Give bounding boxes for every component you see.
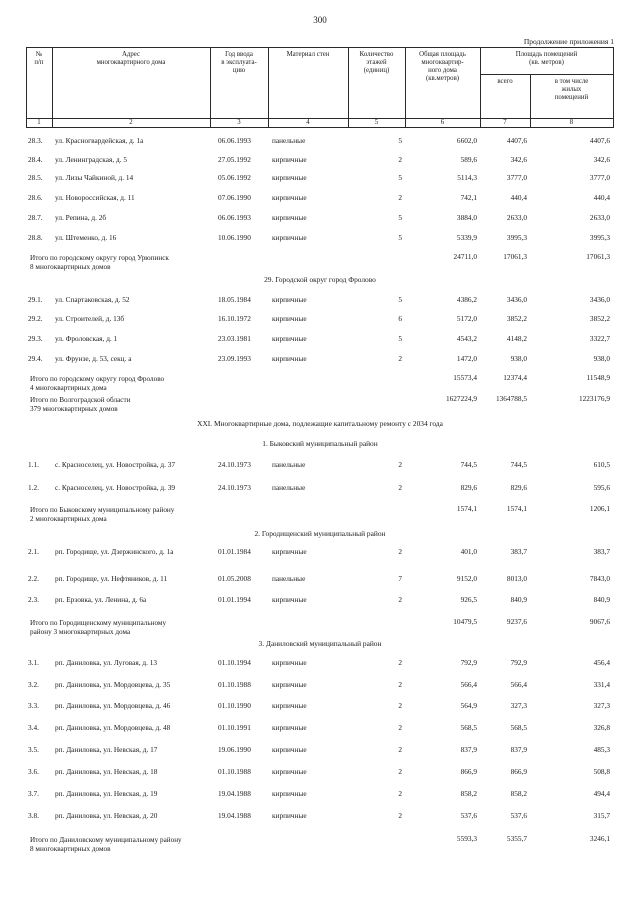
cell-year: 06.06.1993: [218, 213, 251, 222]
cell-material: кирпичные: [272, 658, 307, 667]
cell-no: 3.5.: [28, 745, 39, 754]
cell-no: 28.7.: [28, 213, 43, 222]
cell-all: 8013,0: [506, 574, 527, 583]
cell-living: 610,5: [593, 460, 610, 469]
cell-living: 440,4: [593, 193, 610, 202]
cell-year: 24.10.1973: [218, 483, 251, 492]
cell-all: 858,2: [510, 789, 527, 798]
cell-address: рп. Даниловка, ул. Невская, д. 20: [55, 811, 158, 820]
cell-year: 05.06.1992: [218, 173, 251, 182]
cell-material: кирпичные: [272, 767, 307, 776]
cell-year: 19.04.1988: [218, 789, 251, 798]
cell-year: 10.06.1990: [218, 233, 251, 242]
cell-no: 2.1.: [28, 547, 39, 556]
cell-address: рп. Даниловка, ул. Невская, д. 18: [55, 767, 158, 776]
total-living: 3246,1: [589, 834, 610, 843]
total-label: Итого по городскому округу город Урюпинск 8 многоквартирных домов: [30, 254, 169, 271]
cell-year: 01.05.2008: [218, 574, 251, 583]
header-premises-area: Площадь помещений (кв. метров): [515, 51, 578, 66]
cell-no: 28.5.: [28, 173, 43, 182]
cell-no: 28.8.: [28, 233, 43, 242]
cell-living: 508,8: [593, 767, 610, 776]
cell-address: с. Красноселец, ул. Новостройка, д. 39: [55, 483, 176, 492]
cell-all: 4407,6: [506, 136, 527, 145]
cell-floors: 2: [398, 811, 402, 820]
cell-material: кирпичные: [272, 547, 307, 556]
cell-material: кирпичные: [272, 723, 307, 732]
header-floors: Количество этажей (единиц): [359, 51, 394, 74]
header-total-area: Общая площадь многоквартир- ного дома (кв.метров): [419, 51, 466, 82]
cell-living: 485,3: [593, 745, 610, 754]
column-number: 6: [440, 119, 445, 126]
cell-address: ул. Фроловская, д. 1: [55, 334, 118, 343]
cell-material: кирпичные: [272, 354, 307, 363]
cell-total: 4386,2: [456, 295, 477, 304]
total-living: 1206,1: [589, 504, 610, 513]
cell-material: панельные: [272, 136, 306, 145]
cell-year: 18.05.1984: [218, 295, 251, 304]
total-all: 1574,1: [506, 504, 527, 513]
cell-all: 938,0: [510, 354, 527, 363]
header-no: № п/п: [34, 51, 44, 66]
cell-all: 3995,3: [506, 233, 527, 242]
cell-material: кирпичные: [272, 155, 307, 164]
total-total: 1574,1: [456, 504, 477, 513]
cell-year: 01.10.1991: [218, 723, 251, 732]
column-number: 2: [129, 119, 133, 126]
cell-year: 01.10.1994: [218, 658, 251, 667]
cell-living: 3322,7: [589, 334, 610, 343]
cell-living: 3995,3: [589, 233, 610, 242]
cell-all: 840,9: [510, 595, 527, 604]
cell-year: 27.05.1992: [218, 155, 251, 164]
cell-address: рп. Городище, ул. Дзержинского, д. 1а: [55, 547, 174, 556]
cell-material: кирпичные: [272, 680, 307, 689]
cell-year: 16.10.1972: [218, 314, 251, 323]
section-heading: 3. Даниловский муниципальный район: [258, 639, 382, 648]
cell-material: кирпичные: [272, 295, 307, 304]
cell-year: 19.06.1990: [218, 745, 251, 754]
cell-address: рп. Даниловка, ул. Невская, д. 17: [55, 745, 158, 754]
header-address: Адрес многоквартирного дома: [96, 51, 166, 66]
cell-total: 858,2: [460, 789, 477, 798]
cell-total: 3884,0: [456, 213, 477, 222]
total-label: Итого по Быковскому муниципальному району 2 многоквартирных дома: [30, 506, 175, 523]
cell-total: 564,9: [460, 701, 477, 710]
cell-all: 3852,2: [506, 314, 527, 323]
cell-address: ул. Красногвардейская, д. 1а: [55, 136, 144, 145]
cell-living: 938,0: [593, 354, 610, 363]
header-premises-living: в том числе жилых помещений: [554, 78, 589, 101]
cell-all: 2633,0: [506, 213, 527, 222]
cell-total: 5172,0: [456, 314, 477, 323]
cell-floors: 2: [398, 483, 402, 492]
cell-living: 3436,0: [589, 295, 610, 304]
cell-no: 29.4.: [28, 354, 43, 363]
cell-material: панельные: [272, 460, 306, 469]
cell-total: 744,5: [460, 460, 477, 469]
cell-living: 2633,0: [589, 213, 610, 222]
cell-year: 01.10.1988: [218, 767, 251, 776]
cell-all: 837,9: [510, 745, 527, 754]
total-label: Итого по Городищенскому муниципальному району 3 многоквартирных дома: [30, 619, 167, 636]
total-all: 17061,3: [503, 252, 527, 261]
column-number: 8: [569, 119, 574, 126]
cell-no: 2.3.: [28, 595, 39, 604]
cell-total: 5114,3: [457, 173, 477, 182]
cell-all: 568,5: [510, 723, 527, 732]
page-number: 300: [313, 15, 327, 25]
cell-floors: 2: [398, 745, 402, 754]
cell-floors: 6: [398, 314, 402, 323]
cell-material: панельные: [272, 574, 306, 583]
cell-all: 829,6: [510, 483, 527, 492]
total-living: 1223176,9: [578, 394, 610, 403]
total-total: 24711,0: [453, 252, 477, 261]
cell-address: рп. Даниловка, ул. Мордовцева, д. 46: [55, 701, 171, 710]
column-number: 4: [306, 119, 310, 126]
cell-floors: 2: [398, 193, 402, 202]
cell-all: 327,3: [510, 701, 527, 710]
cell-material: кирпичные: [272, 213, 307, 222]
cell-living: 331,4: [593, 680, 610, 689]
cell-all: 537,6: [510, 811, 527, 820]
cell-year: 01.01.1994: [218, 595, 251, 604]
total-all: 1364788,5: [495, 394, 527, 403]
cell-living: 342,6: [593, 155, 610, 164]
cell-no: 3.3.: [28, 701, 39, 710]
cell-living: 383,7: [593, 547, 610, 556]
cell-total: 742,1: [460, 193, 477, 202]
cell-address: ул. Ленинградская, д. 5: [55, 155, 127, 164]
cell-floors: 2: [398, 767, 402, 776]
cell-living: 326,8: [593, 723, 610, 732]
cell-all: 792,9: [510, 658, 527, 667]
cell-no: 2.2.: [28, 574, 39, 583]
header-material: Материал стен: [286, 51, 330, 58]
cell-no: 3.2.: [28, 680, 39, 689]
cell-year: 06.06.1993: [218, 136, 251, 145]
cell-total: 792,9: [460, 658, 477, 667]
cell-floors: 5: [398, 213, 402, 222]
cell-total: 9152,0: [456, 574, 477, 583]
total-total: 1627224,9: [445, 394, 477, 403]
cell-no: 28.4.: [28, 155, 43, 164]
cell-living: 3852,2: [589, 314, 610, 323]
cell-address: ул. Фрунзе, д. 53, секц. а: [55, 354, 132, 363]
cell-living: 4407,6: [589, 136, 610, 145]
cell-floors: 2: [398, 658, 402, 667]
cell-floors: 2: [398, 547, 402, 556]
section-heading: 2. Городищенский муниципальный район: [254, 529, 386, 538]
cell-address: с. Красноселец, ул. Новостройка, д. 37: [55, 460, 176, 469]
cell-address: ул. Спартаковская, д. 52: [55, 295, 130, 304]
continuation-note: Продолжение приложения 1: [523, 37, 614, 46]
cell-no: 28.3.: [28, 136, 43, 145]
cell-all: 3777,0: [506, 173, 527, 182]
section-heading: 1. Быковский муниципальный район: [262, 439, 378, 448]
cell-total: 4543,2: [456, 334, 477, 343]
total-total: 10479,5: [453, 617, 477, 626]
cell-floors: 2: [398, 595, 402, 604]
cell-no: 1.1.: [28, 460, 39, 469]
cell-all: 566,4: [510, 680, 527, 689]
cell-all: 744,5: [510, 460, 527, 469]
cell-total: 589,6: [460, 155, 477, 164]
cell-no: 29.1.: [28, 295, 43, 304]
cell-year: 01.01.1984: [218, 547, 251, 556]
cell-no: 3.1.: [28, 658, 39, 667]
cell-living: 840,9: [593, 595, 610, 604]
cell-material: панельные: [272, 483, 306, 492]
cell-no: 28.6.: [28, 193, 43, 202]
cell-address: ул. Репина, д. 2б: [55, 213, 107, 222]
cell-no: 3.8.: [28, 811, 39, 820]
cell-address: рп. Даниловка, ул. Мордовцева, д. 35: [55, 680, 171, 689]
cell-material: кирпичные: [272, 334, 307, 343]
cell-address: рп. Городище, ул. Нефтяников, д. 11: [55, 574, 168, 583]
cell-year: 23.03.1981: [218, 334, 251, 343]
header-year: Год ввода в эксплуата- цию: [221, 51, 257, 74]
cell-floors: 5: [398, 233, 402, 242]
cell-living: 3777,0: [589, 173, 610, 182]
cell-total: 401,0: [460, 547, 477, 556]
cell-total: 5339,9: [456, 233, 477, 242]
cell-address: рп. Даниловка, ул. Невская, д. 19: [55, 789, 158, 798]
cell-address: рп. Даниловка, ул. Мордовцева, д. 48: [55, 723, 171, 732]
cell-material: кирпичные: [272, 314, 307, 323]
cell-all: 342,6: [510, 155, 527, 164]
cell-no: 3.4.: [28, 723, 39, 732]
cell-material: кирпичные: [272, 789, 307, 798]
cell-floors: 2: [398, 680, 402, 689]
cell-total: 1472,0: [456, 354, 477, 363]
cell-address: ул. Новороссийская, д. 11: [55, 193, 135, 202]
cell-living: 595,6: [593, 483, 610, 492]
cell-all: 383,7: [510, 547, 527, 556]
cell-total: 829,6: [460, 483, 477, 492]
cell-total: 926,5: [460, 595, 477, 604]
total-all: 5355,7: [506, 834, 527, 843]
cell-total: 837,9: [460, 745, 477, 754]
cell-floors: 7: [398, 574, 402, 583]
cell-total: 566,4: [460, 680, 477, 689]
cell-all: 440,4: [510, 193, 527, 202]
cell-year: 01.10.1990: [218, 701, 251, 710]
cell-living: 315,7: [593, 811, 610, 820]
cell-floors: 2: [398, 460, 402, 469]
cell-material: кирпичные: [272, 193, 307, 202]
cell-year: 19.04.1988: [218, 811, 251, 820]
total-label: Итого по городскому округу город Фролово 4 многоквартирных дома: [30, 375, 165, 392]
total-living: 17061,3: [586, 252, 610, 261]
cell-material: кирпичные: [272, 811, 307, 820]
cell-floors: 2: [398, 701, 402, 710]
cell-no: 29.2.: [28, 314, 43, 323]
cell-living: 456,4: [593, 658, 610, 667]
cell-material: кирпичные: [272, 745, 307, 754]
total-label: Итого по Волгоградской области 379 многоквартирных домов: [30, 396, 131, 413]
cell-material: кирпичные: [272, 233, 307, 242]
cell-address: ул. Штеменко, д. 16: [55, 233, 117, 242]
cell-no: 1.2.: [28, 483, 39, 492]
cell-material: кирпичные: [272, 595, 307, 604]
cell-total: 866,9: [460, 767, 477, 776]
cell-all: 4148,2: [506, 334, 527, 343]
cell-material: кирпичные: [272, 701, 307, 710]
cell-total: 537,6: [460, 811, 477, 820]
cell-floors: 2: [398, 155, 402, 164]
cell-year: 07.06.1990: [218, 193, 251, 202]
cell-material: кирпичные: [272, 173, 307, 182]
cell-total: 568,5: [460, 723, 477, 732]
section-heading: XXI. Многоквартирные дома, подлежащие капитальному ремонту с 2034 года: [197, 419, 443, 428]
total-total: 5593,3: [456, 834, 477, 843]
cell-total: 6602,0: [456, 136, 477, 145]
column-number: 7: [503, 119, 507, 126]
cell-no: 29.3.: [28, 334, 43, 343]
cell-floors: 5: [398, 173, 402, 182]
cell-no: 3.6.: [28, 767, 39, 776]
total-all: 12374,4: [503, 373, 527, 382]
cell-floors: 2: [398, 789, 402, 798]
column-number: 5: [374, 119, 379, 126]
cell-floors: 2: [398, 354, 402, 363]
cell-no: 3.7.: [28, 789, 39, 798]
cell-all: 866,9: [510, 767, 527, 776]
cell-year: 24.10.1973: [218, 460, 251, 469]
section-heading: 29. Городской округ город Фролово: [264, 275, 376, 284]
total-all: 9237,6: [506, 617, 527, 626]
cell-living: 494,4: [593, 789, 610, 798]
column-number: 3: [237, 119, 241, 126]
cell-floors: 5: [398, 295, 402, 304]
total-living: 11548,9: [586, 373, 610, 382]
cell-year: 01.10.1988: [218, 680, 251, 689]
cell-address: ул. Лизы Чайкиной, д. 14: [55, 173, 134, 182]
cell-floors: 5: [398, 334, 402, 343]
cell-living: 7843,0: [589, 574, 610, 583]
cell-all: 3436,0: [506, 295, 527, 304]
cell-address: рп. Ерзовка, ул. Ленина, д. 6а: [55, 595, 147, 604]
header-premises-total: всего: [497, 78, 513, 85]
total-label: Итого по Даниловскому муниципальному району 8 многоквартирных домов: [30, 836, 182, 853]
cell-floors: 5: [398, 136, 402, 145]
cell-address: ул. Строителей, д. 13б: [55, 314, 125, 323]
cell-floors: 2: [398, 723, 402, 732]
total-living: 9067,6: [589, 617, 610, 626]
cell-living: 327,3: [593, 701, 610, 710]
column-number: 1: [37, 119, 41, 126]
cell-year: 23.09.1993: [218, 354, 251, 363]
cell-address: рп. Даниловка, ул. Луговая, д. 13: [55, 658, 158, 667]
total-total: 15573,4: [453, 373, 477, 382]
